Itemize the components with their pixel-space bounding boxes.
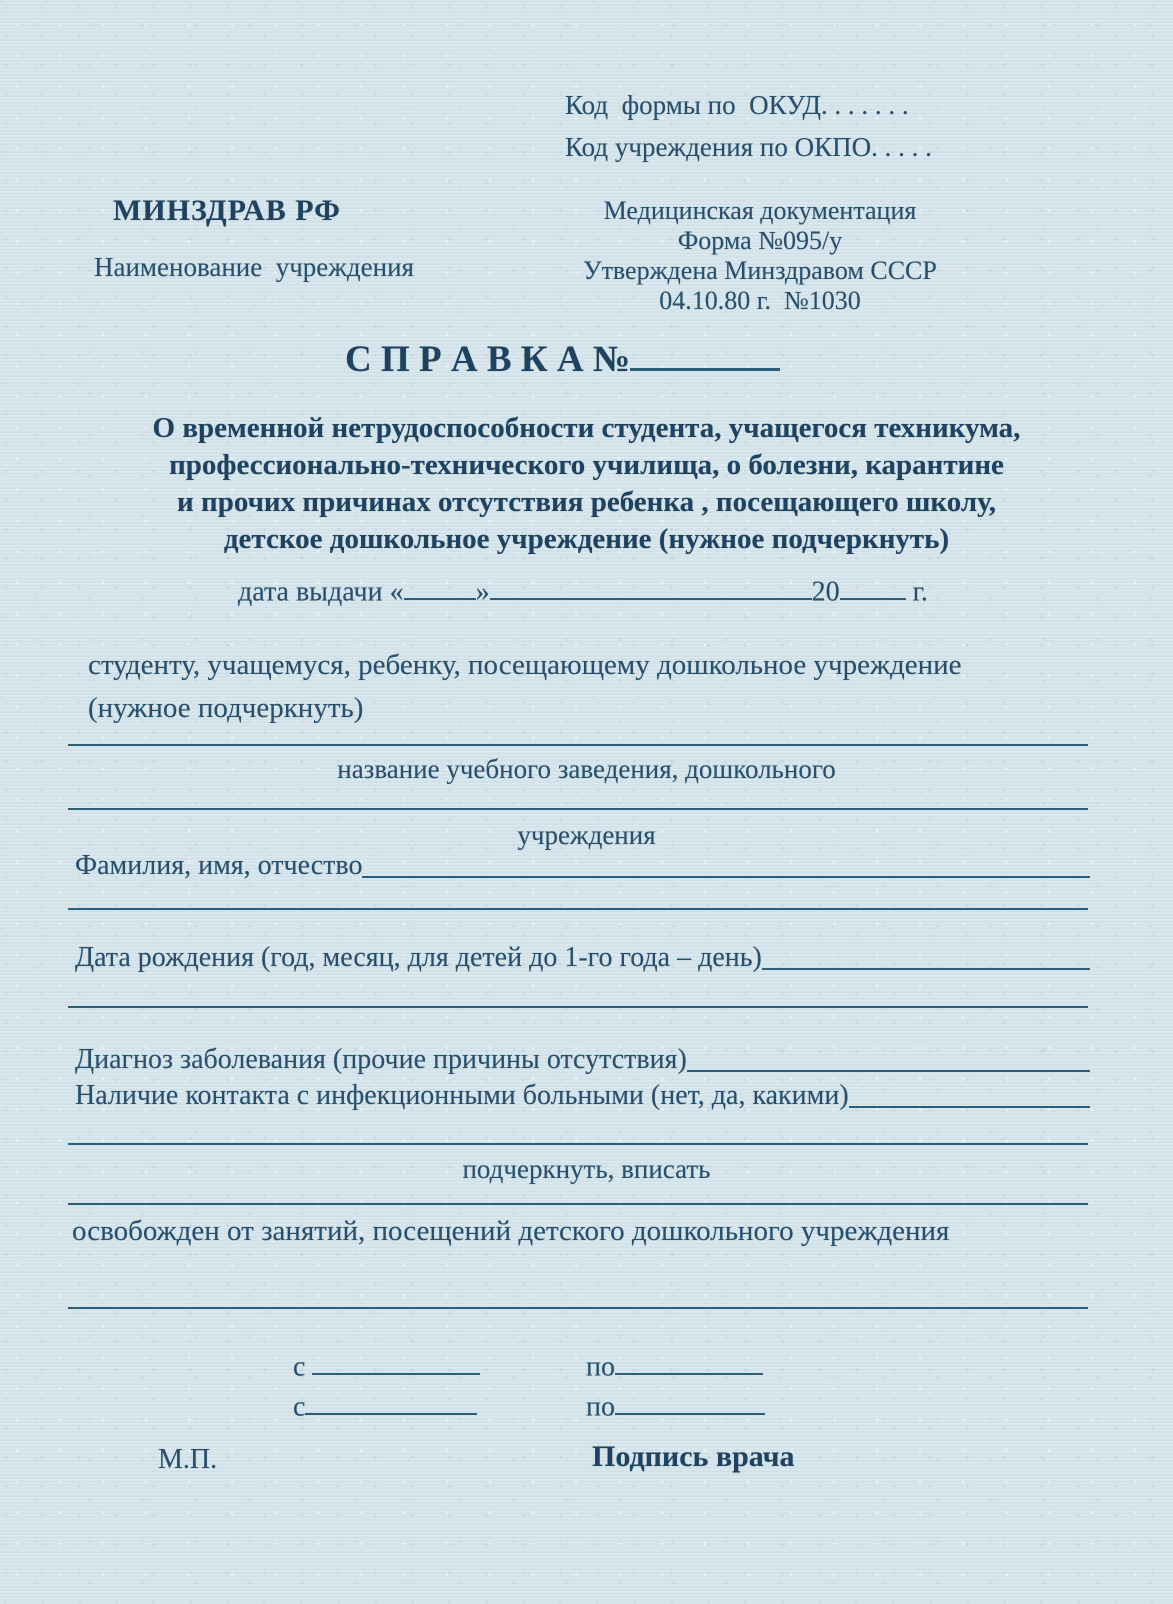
diagnosis-label: Диагноз заболевания (прочие причины отсутствия) xyxy=(75,1044,687,1075)
full-name-row xyxy=(75,850,1090,882)
blank-line xyxy=(68,808,1088,810)
period-to-blank-1 xyxy=(615,1346,763,1375)
infection-contact-blank xyxy=(849,1106,1090,1108)
blank-line xyxy=(68,1006,1088,1008)
period-to-row-1 xyxy=(586,1346,763,1383)
subtitle-line-2: профессионально-технического училища, о болезни, карантине xyxy=(169,449,1004,481)
issue-date-label: дата выдачи xyxy=(238,576,383,608)
certificate-number-blank xyxy=(630,354,780,371)
infection-contact-row xyxy=(75,1080,1090,1112)
blank-line xyxy=(68,908,1088,910)
period-from-blank-1 xyxy=(312,1346,480,1375)
period-from-row-2 xyxy=(293,1386,477,1423)
blank-line xyxy=(68,1203,1088,1205)
subtitle-paragraph xyxy=(0,410,1173,558)
subtitle-line-3: и прочих причинах отсутствия ребенка , посещающего школу, xyxy=(177,486,996,518)
issue-year-blank xyxy=(840,571,906,600)
period-to-row-2 xyxy=(586,1386,765,1423)
period-to-label: по xyxy=(586,1351,615,1383)
birth-date-label: Дата рождения (год, месяц, для детей до 1-го года – день) xyxy=(75,942,762,973)
issue-date-row xyxy=(238,571,928,608)
quote-open: « xyxy=(389,576,404,608)
recipient-underline-note: (нужное подчеркнуть) xyxy=(88,692,364,724)
doctor-signature-label: Подпись врача xyxy=(592,1440,795,1473)
birth-date-blank xyxy=(762,968,1090,970)
release-statement: освобожден от занятий, посещений детского дошкольного учреждения xyxy=(72,1215,950,1247)
full-name-label: Фамилия, имя, отчество xyxy=(75,850,363,881)
period-from-row-1 xyxy=(293,1346,480,1383)
doc-info-form-number: Форма №095/у xyxy=(677,226,843,255)
ministry-name: МИНЗДРАВ РФ xyxy=(113,194,341,227)
doc-info-approved-by: Утверждена Минздравом СССР xyxy=(583,256,937,285)
blank-line xyxy=(68,1307,1088,1309)
institution-caption-2: учреждения xyxy=(517,820,656,850)
form-title: С П Р А В К А № xyxy=(345,339,630,380)
institution-caption-1: название учебного заведения, дошкольного xyxy=(337,754,836,784)
infection-contact-label: Наличие контакта с инфекционными больными (нет, да, какими) xyxy=(75,1080,849,1111)
doc-info-block xyxy=(550,196,970,316)
okpo-code-line: Код учреждения по ОКПО. . . . . xyxy=(565,132,932,162)
issue-year-suffix: г. xyxy=(912,576,928,608)
blank-line xyxy=(68,744,1088,746)
subtitle-line-4: детское дошкольное учреждение (нужное подчеркнуть) xyxy=(223,523,950,555)
okud-code-line: Код формы по ОКУД. . . . . . . xyxy=(565,90,909,120)
issue-month-blank xyxy=(490,571,812,600)
diagnosis-row xyxy=(75,1044,1090,1076)
birth-date-row xyxy=(75,942,1090,974)
period-from-blank-2 xyxy=(305,1386,477,1415)
quote-close: » xyxy=(475,576,490,608)
institution-name-label: Наименование учреждения xyxy=(94,252,414,282)
period-to-blank-2 xyxy=(615,1386,765,1415)
diagnosis-blank xyxy=(687,1070,1090,1072)
subtitle-line-1: О временной нетрудоспособности студента, учащегося техникума, xyxy=(152,412,1021,444)
underline-write-caption: подчеркнуть, вписать xyxy=(462,1154,711,1184)
doc-info-approval-date: 04.10.80 г. №1030 xyxy=(659,286,861,315)
stamp-place-label: М.П. xyxy=(158,1444,218,1475)
issue-day-blank xyxy=(404,571,476,600)
recipient-block xyxy=(88,644,962,730)
recipient-line: студенту, учащемуся, ребенку, посещающему дошкольное учреждение xyxy=(88,649,962,681)
form-codes-block xyxy=(565,84,932,168)
form-title-row xyxy=(345,338,780,381)
blank-line xyxy=(68,1143,1088,1145)
full-name-blank xyxy=(362,876,1090,878)
period-to-label: по xyxy=(586,1391,615,1423)
period-from-label: с xyxy=(293,1351,306,1383)
period-from-label: с xyxy=(293,1391,306,1423)
issue-year-century: 20 xyxy=(811,576,840,608)
doc-info-type: Медицинская документация xyxy=(603,196,917,225)
